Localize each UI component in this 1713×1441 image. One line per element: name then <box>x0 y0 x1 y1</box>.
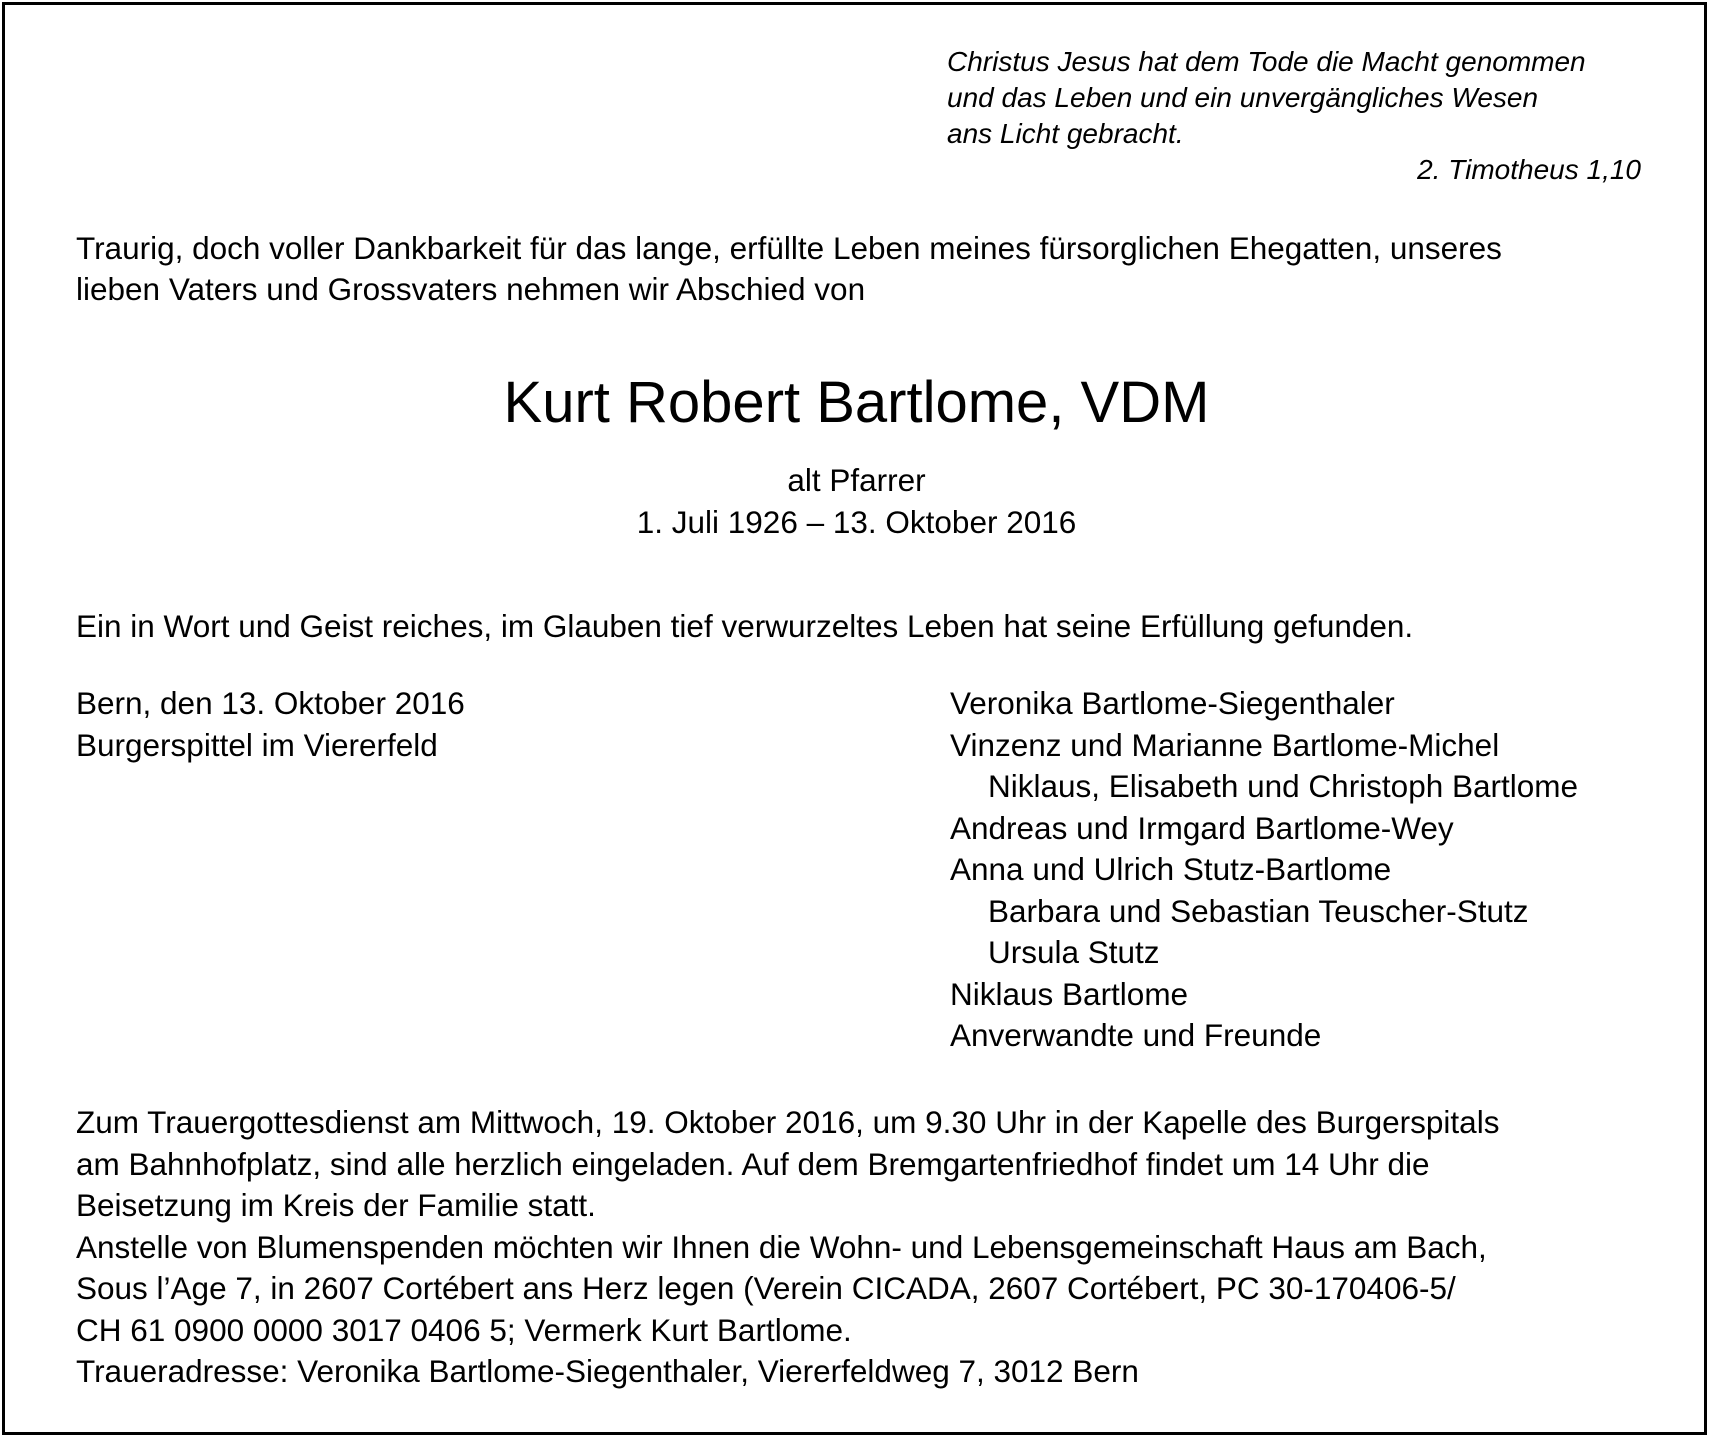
mourner-item: Andreas und Irmgard Bartlome-Wey <box>950 809 1454 846</box>
mourner-item: Barbara und Sebastian Teuscher-Stutz <box>988 892 1529 929</box>
deceased-dates: 1. Juli 1926 – 13. Oktober 2016 <box>636 504 1077 540</box>
mourners-list <box>950 683 1670 1057</box>
mourner-item: Anverwandte und Freunde <box>950 1017 1322 1053</box>
service-notice <box>76 1102 1676 1393</box>
mourner-item: Anna und Ulrich Stutz-Bartlome <box>950 851 1392 887</box>
verse-reference: 2. Timotheus 1,10 <box>1417 154 1641 185</box>
place-date: Bern, den 13. Oktober 2016 <box>76 685 465 721</box>
intro-text <box>76 228 1656 310</box>
mourner-item: Niklaus Bartlome <box>950 975 1189 1012</box>
bible-verse <box>947 44 1647 152</box>
residence: Burgerspittel im Viererfeld <box>76 727 438 763</box>
mourner-item: Vinzenz und Marianne Bartlome-Michel <box>950 726 1500 763</box>
deceased-title: alt Pfarrer <box>787 462 926 498</box>
mourner-item: Veronika Bartlome-Siegenthaler <box>950 685 1395 721</box>
verse-line: und das Leben und ein unvergängliches Wesen <box>947 82 1539 113</box>
intro-line: lieben Vaters und Grossvaters nehmen wir Abschied von <box>76 271 866 307</box>
notice-line: CH 61 0900 0000 3017 0406 5; Vermerk Kurt Bartlome. <box>76 1311 852 1348</box>
notice-line: Beisetzung im Kreis der Familie statt. <box>76 1187 596 1223</box>
mourner-item: Niklaus, Elisabeth und Christoph Bartlome <box>988 768 1579 804</box>
notice-line: Anstelle von Blumenspenden möchten wir Ihnen die Wohn- und Lebensgemeinschaft Haus am Bach, <box>76 1228 1487 1265</box>
tribute-text: Ein in Wort und Geist reiches, im Glauben tief verwurzeltes Leben hat seine Erfüllung gefunden. <box>76 608 1414 644</box>
notice-line: Traueradresse: Veronika Bartlome-Siegenthaler, Viererfeldweg 7, 3012 Bern <box>76 1353 1139 1389</box>
deceased-name: Kurt Robert Bartlome, VDM <box>503 370 1210 435</box>
verse-line: Christus Jesus hat dem Tode die Macht genommen <box>947 46 1586 77</box>
intro-line: Traurig, doch voller Dankbarkeit für das lange, erfüllte Leben meines fürsorglichen Ehegatten, unseres <box>76 230 1502 266</box>
notice-line: Zum Trauergottesdienst am Mittwoch, 19. Oktober 2016, um 9.30 Uhr in der Kapelle des Burgerspitals <box>76 1104 1500 1140</box>
verse-line: ans Licht gebracht. <box>947 118 1184 149</box>
notice-line: am Bahnhofplatz, sind alle herzlich eingeladen. Auf dem Bremgartenfriedhof findet um 14 Uhr die <box>76 1145 1430 1182</box>
notice-line: Sous l’Age 7, in 2607 Cortébert ans Herz legen (Verein CICADA, 2607 Cortébert, PC 30-170406-5/ <box>76 1270 1456 1306</box>
location-block <box>76 682 776 766</box>
mourner-item: Ursula Stutz <box>988 934 1160 970</box>
